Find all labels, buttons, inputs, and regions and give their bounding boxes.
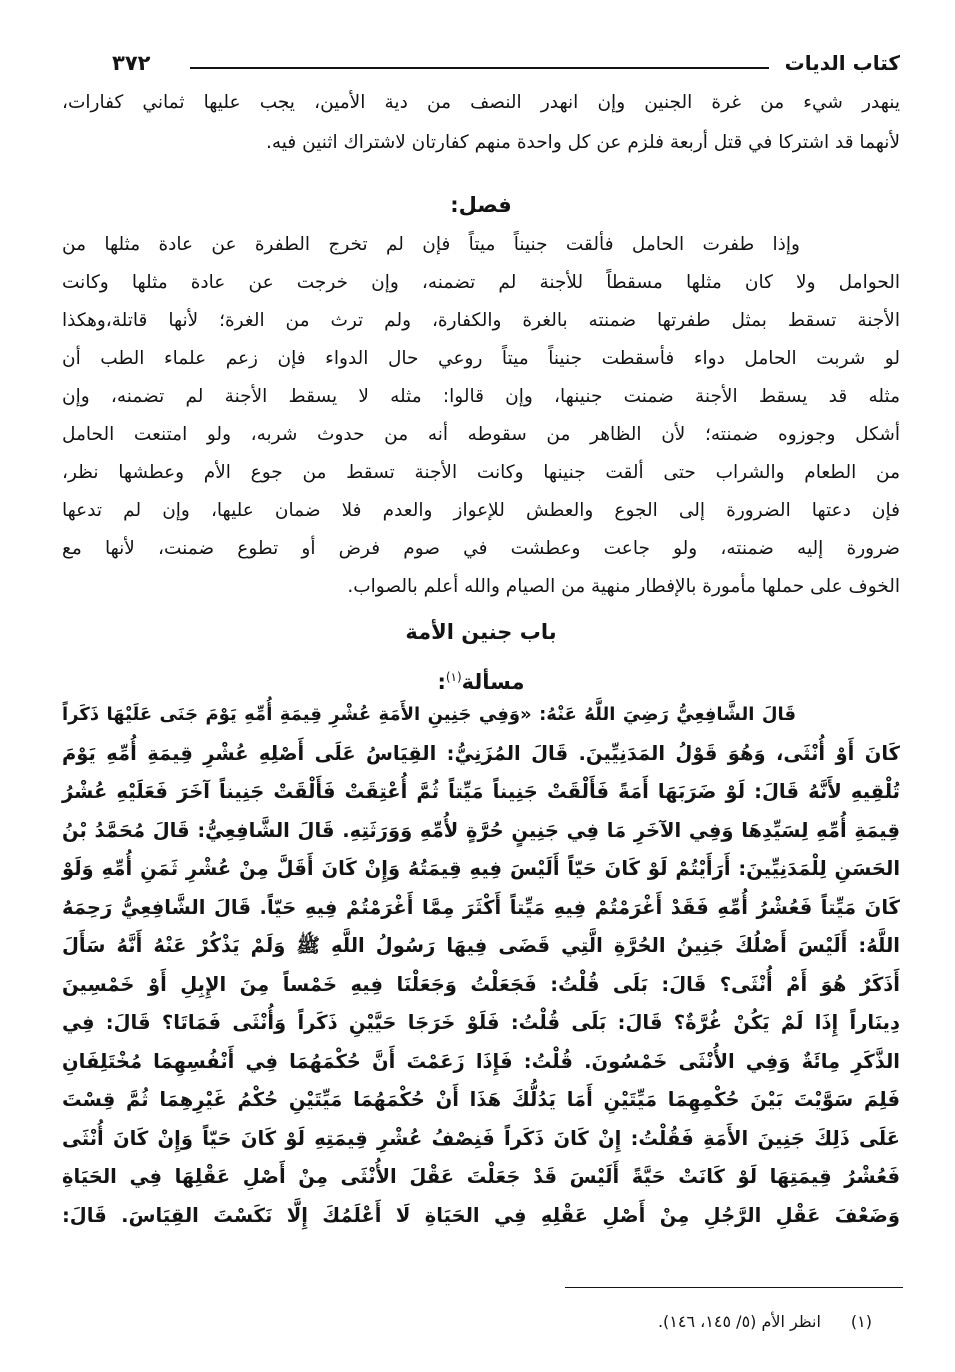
matn-text: [62, 696, 900, 1235]
matn-line: كَانَ مَيِّتاً فَعُشْرُ أُمِّهِ فَقَدْ أَغْرَمْتُمْ فِيهِ مَيِّتاً أَكْثَرَ مِمَّا أَغْرَمْتُمْ فِيهِ حَيّاً. قَالَ الشَّافِعِيُّ رَحِمَهُ: [62, 895, 900, 919]
matn-line: قِيمَةِ أُمِّهِ لِسَيِّدِهَا وَفِي الآخَرِ مَا فِي جَنِينٍ حُرَّةٍ لأُمِّهِ وَوَرَثَتِهِ. قَالَ الشَّافِعِيُّ: قَالَ مُحَمَّدُ بْنُ: [62, 818, 900, 842]
paragraph-line: ينهدر شيء من غرة الجنين وإن انهدر النصف من دية الأمين، يجب عليها ثماني كفارات،: [62, 92, 900, 113]
running-header: [112, 44, 900, 82]
paragraph-line: لأنهما قد اشتركا في قتل أربعة فلزم عن كل واحدة منهم كفارتان لاشتراك اثنين فيه.: [266, 132, 900, 153]
footnote-text: انظر الأم (٥/ ١٤٥، ١٤٦).: [657, 1311, 821, 1331]
matn-line: كَانَ أَوْ أُنْثَى، وَهُوَ قَوْلُ المَدَنِيِّينَ. قَالَ المُزَنِيُّ: القِيَاسُ عَلَى أَصْلِهِ عُشْرِ قِيمَةِ أُمِّهِ يَوْمَ: [62, 741, 900, 765]
issue-colon: :: [437, 670, 446, 694]
page-number: ٣٧٢: [112, 51, 151, 75]
footnote-separator: [565, 1287, 903, 1288]
paragraph-line: من الطعام والشراب حتى ألقت جنينها وكانت الأجنة تسقط من جوع الأم وعطشها نظر،: [62, 462, 900, 483]
chapter-title: باب جنين الأمة: [405, 620, 557, 644]
matn-line: تُلْقِيهِ لأَنَّهُ قَالَ: لَوْ ضَرَبَهَا أَمَةً فَأَلْقَتْ جَنِيناً مَيِّتاً ثُمَّ أُعْتِقَتْ فَأَلْقَتْ جَنِيناً آخَرَ فَعَلَيْهِ عُشْرُ: [62, 780, 900, 803]
paragraph-line: وإذا طفرت الحامل فألقت جنيناً ميتاً فإن لم تخرج الطفرة عن عادة مثلها من: [62, 234, 800, 255]
footnote-reference: (١): [445, 670, 462, 684]
intro-paragraph: [62, 83, 900, 163]
matn-line: اللَّهُ: أَلَيْسَ أَصْلُكَ جَنِينُ الحُرَّةِ الَّتِي قَضَى فِيهَا رَسُولُ اللَّهِ ﷺ وَلَمْ يَذْكُرْ عَنْهُ أَنَّهُ سَأَلَ: [62, 934, 900, 957]
paragraph-line: فإن دعتها الضرورة إلى الجوع والعطش للإعواز والعدم فلا ضمان عليها، وإن لم تدعها: [62, 500, 900, 521]
footnote: [560, 1304, 900, 1338]
matn-line: الذَّكَرِ مِائَةٌ وَفِي الأُنْثَى خَمْسُونَ. قُلْتُ: فَإِذَا زَعَمْتَ أَنَّ حُكْمَهُمَا فِي أَنْفُسِهِمَا مُخْتَلِفَانِ: [62, 1049, 900, 1073]
paragraph-line: الأجنة تسقط بمثل طفرتها ضمنته بالغرة والكفارة، ولم ترث من الغرة؛ لأنها قاتلة،وهكذا: [62, 310, 900, 331]
paragraph-line: مثله قد يسقط الأجنة ضمنت جنينها، وإن قالوا: مثله لا يسقط الأجنة لم تضمنه، وإن: [62, 386, 900, 407]
matn-line: أَذَكَرٌ هُوَ أَمْ أُنْثَى؟ قَالَ: بَلَى قُلْتُ: فَجَعَلْتُ وَجَعَلْنَا فِيهِ خَمْساً مِنَ الإِبِلِ أَوْ خَمْسِينَ: [62, 972, 900, 996]
paragraph-line: الخوف على حملها مأمورة بالإفطار منهية من الصيام والله أعلم بالصواب.: [347, 576, 900, 597]
matn-line: فَلِمَ سَوَّيْتَ بَيْنَ حُكْمِهِمَا مَيِّتَيْنِ أَمَا يَدُلُّكَ هَذَا أَنْ حُكْمَهُمَا مَيِّتَيْنِ حُكْمُ غَيْرِهِمَا ثُمَّ قِسْتَ: [62, 1088, 900, 1111]
paragraph-line: ضرورة إليه ضمنته، ولو جاعت وعطشت في صوم فرض أو تطوع ضمنت، لأنها مع: [62, 538, 900, 559]
issue-heading: [62, 659, 900, 695]
paragraph-line: لو شربت الحامل دواء فأسقطت جنيناً ميتاً روعي حال الدواء فإن زعم علماء الطب أن: [62, 348, 900, 369]
matn-line: دِينَاراً إِذَا لَمْ يَكُنْ غُرَّةٌ؟ قَالَ: بَلَى قُلْتُ: فَلَوْ خَرَجَا حَيَّيْنِ ذَكَراً وَأُنْثَى فَمَاتَا؟ قَالَ: فِي: [62, 1011, 900, 1034]
issue-label: مسألة: [461, 670, 525, 694]
matn-line: فَعُشْرُ قِيمَتِهَا لَوْ كَانَتْ حَيَّةً أَلَيْسَ قَدْ جَعَلْتَ عَقْلَ الأُنْثَى مِنْ أَصْلِ عَقْلِهَا فِي الحَيَاةِ: [62, 1165, 900, 1188]
section-heading: فصل:: [450, 193, 512, 217]
footnote-marker: (١): [850, 1311, 872, 1331]
book-title: كتاب الديات: [784, 51, 900, 75]
paragraph-line: الحوامل ولا كان مثلها مسقطاً للأجنة لم تضمنه، وإن خرجت عن عادة مثلها وكانت: [62, 272, 900, 293]
matn-line: عَلَى ذَلِكَ جَنِينَ الأَمَةِ فَقُلْتُ: إِنْ كَانَ ذَكَراً فَنِصْفُ عُشْرِ قِيمَتِهِ لَوْ كَانَ حَيّاً وَإِنْ كَانَ أُنْثَى: [62, 1126, 900, 1150]
section-paragraph: [62, 226, 900, 606]
matn-line: قَالَ الشَّافِعِيُّ رَضِيَ اللَّهُ عَنْهُ: «وَفِي جَنِينِ الأَمَةِ عُشْرِ قِيمَةِ أُمِّهِ يَوْمَ جَنَى عَلَيْهَا ذَكَراً: [62, 704, 796, 725]
matn-line: الحَسَنِ لِلْمَدَنِيِّينَ: أَرَأَيْتُمْ لَوْ كَانَ حَيّاً أَلَيْسَ فِيهِ قِيمَتُهُ وَإِنْ كَانَ أَقَلَّ مِنْ عُشْرِ ثَمَنِ أُمِّهِ وَلَوْ: [62, 857, 900, 880]
paragraph-line: أشكل وجوزوه ضمنته؛ لأن الظاهر من سقوطه أنه من حدوث شربه، ولو امتنعت الحامل: [62, 424, 900, 445]
matn-line: وَضَعْفَ عَقْلِ الرَّجُلِ مِنْ أَصْلِ عَقْلِهِ فِي الحَيَاةِ لَا أَعْلَمُكَ إِلَّا نَكَسْتَ القِيَاسَ. قَالَ:: [62, 1203, 900, 1227]
header-rule: [190, 67, 768, 69]
